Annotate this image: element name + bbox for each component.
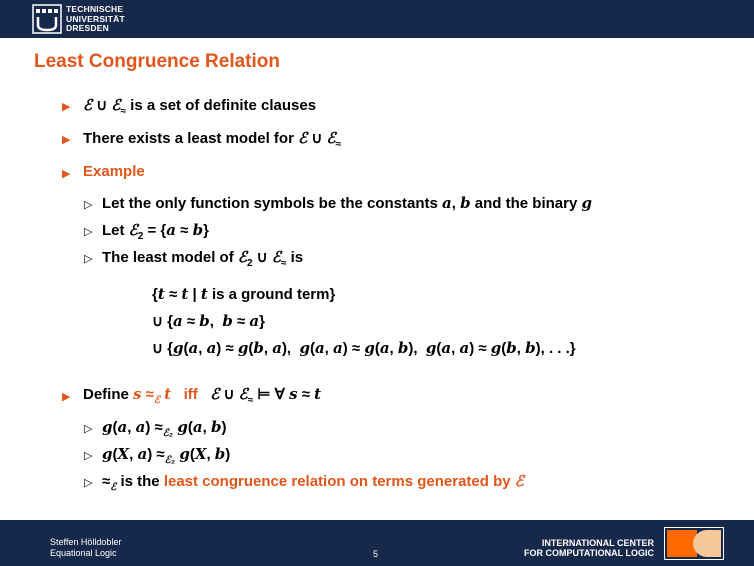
university-line-3: DRESDEN [66,23,109,33]
footer-left [50,537,121,559]
model-line-1: {t ≈ t | t is a ground term} [152,285,336,303]
bullet-4-a: Define [83,386,134,403]
bullet-arrow-icon: ▶ [62,391,71,403]
bullet-2-text: There exists a least model for [83,130,299,147]
footer-center-line-2: FOR COMPUTATIONAL LOGIC [524,548,654,558]
define-sub-1: g(a, $a) \approx_{ℰ_2}$ g(a, b) [102,418,227,439]
footer-author: Steffen Hölldobler [50,537,122,547]
footer-center-line-1: INTERNATIONAL CENTER [541,538,654,548]
sub-bullet-triangle-icon: ▷ [84,450,93,462]
bullet-3: Example [83,163,145,180]
example-sub-1-a: Let the only function symbols be the constants [102,195,443,212]
model-line-3: ∪ {g(a, a) ≈ g(b, a), g(a, a) ≈ g(a, b), g(a, a) ≈ g(b, b), . . .} [152,339,576,357]
define-sub-3-c: least congruence relation on terms generated by [163,473,515,490]
example-sub-2-a: Let [102,222,129,239]
university-line-2: UNIVERSITÄT [66,13,125,24]
footer-center-name [510,538,654,558]
bullet-arrow-icon: ▶ [62,101,71,113]
sub-bullet-triangle-icon: ▷ [84,253,93,265]
define-sub-3-b: is the [116,473,164,490]
example-sub-3-a: The least model of [102,249,238,266]
bullet-4: Define $s \approx_ℰ$ t iff ℰ ∪ ℰ$_\approx$ ⊨ ∀ s ≈ t [83,385,322,406]
example-sub-1: Let the only function symbols be the constants a, b and the binary g [102,194,592,212]
bullet-1-text: is a set of definite clauses [126,97,317,114]
sub-bullet-triangle-icon: ▷ [84,199,93,211]
bullet-1: ℰ ∪ ℰ$_\approx$ is a set of definite clauses [83,96,317,117]
define-sub-2: g(X, $a) \approx_{ℰ_2}$ g(X, b) [102,445,231,466]
sub-bullet-triangle-icon: ▷ [84,477,93,489]
bullet-4-iff: iff [183,386,198,403]
model-line-2: ∪ {a ≈ b, b ≈ a} [152,312,265,330]
university-line-1: TECHNISCHE [66,4,124,14]
icl-logo-icon [664,527,724,560]
model-line-1-text: is a ground term [207,286,330,303]
bullet-arrow-icon: ▶ [62,134,71,146]
example-sub-1-b: and the binary [470,195,582,212]
page-number: 5 [373,549,379,559]
example-sub-2: Let ℰ$_2$ = {a ≈ b} [102,221,209,242]
sub-bullet-triangle-icon: ▷ [84,423,93,435]
example-sub-3-b: is [286,249,304,266]
bullet-arrow-icon: ▶ [62,168,71,180]
bullet-2: There exists a least model for ℰ ∪ ℰ$_\approx$ [83,129,342,150]
footer-course: Equational Logic [50,548,117,558]
slide-title: Least Congruence Relation [34,51,280,72]
sub-bullet-triangle-icon: ▷ [84,226,93,238]
define-sub-3: $\approx_ℰ$ is the least congruence relation on terms generated by ℰ [102,472,524,493]
example-sub-3: The least model of ℰ$_2$ ∪ ℰ$_\approx$ is [102,248,304,269]
